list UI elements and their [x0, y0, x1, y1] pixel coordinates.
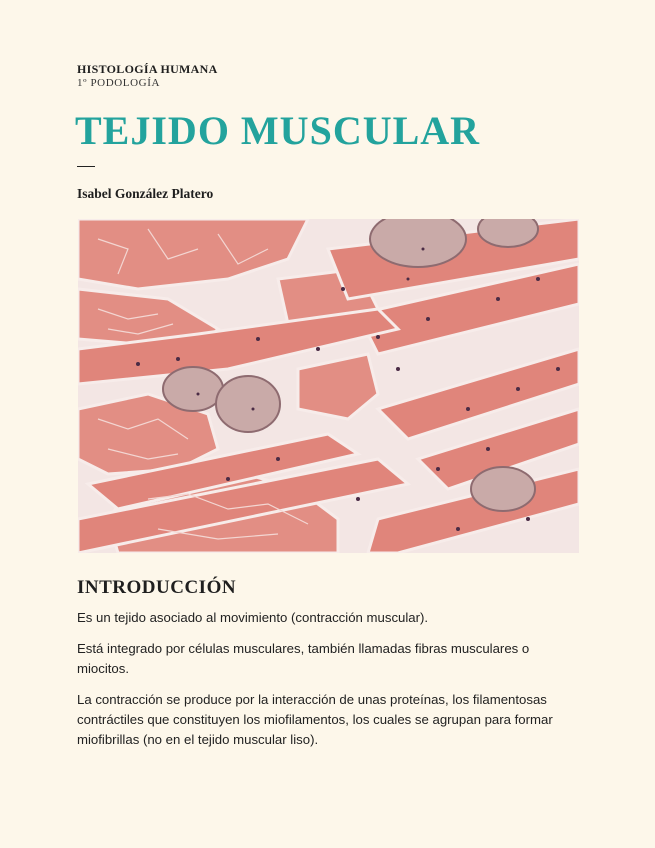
section-heading: INTRODUCCIÓN — [77, 577, 237, 598]
intro-paragraph-3: La contracción se produce por la interacción de unas proteínas, los filamentosas contráctiles que constituyen los miofilamentos, los cuales se agrupan para formar miofibrillas (no en el tejido muscular liso). — [77, 692, 553, 747]
micrograph-illustration — [78, 219, 579, 553]
document-title: TEJIDO MUSCULAR — [75, 108, 481, 153]
year-label: 1º PODOLOGÍA — [77, 77, 161, 89]
author-name: Isabel González Platero — [77, 186, 214, 201]
intro-paragraph-2: Está integrado por células musculares, también llamadas fibras musculares o miocitos. — [77, 641, 530, 676]
course-label: HISTOLOGÍA HUMANA — [77, 62, 218, 76]
muscle-tissue-micrograph — [78, 219, 579, 553]
intro-paragraph-1: Es un tejido asociado al movimiento (contracción muscular). — [77, 610, 429, 625]
title-divider — [77, 166, 95, 167]
